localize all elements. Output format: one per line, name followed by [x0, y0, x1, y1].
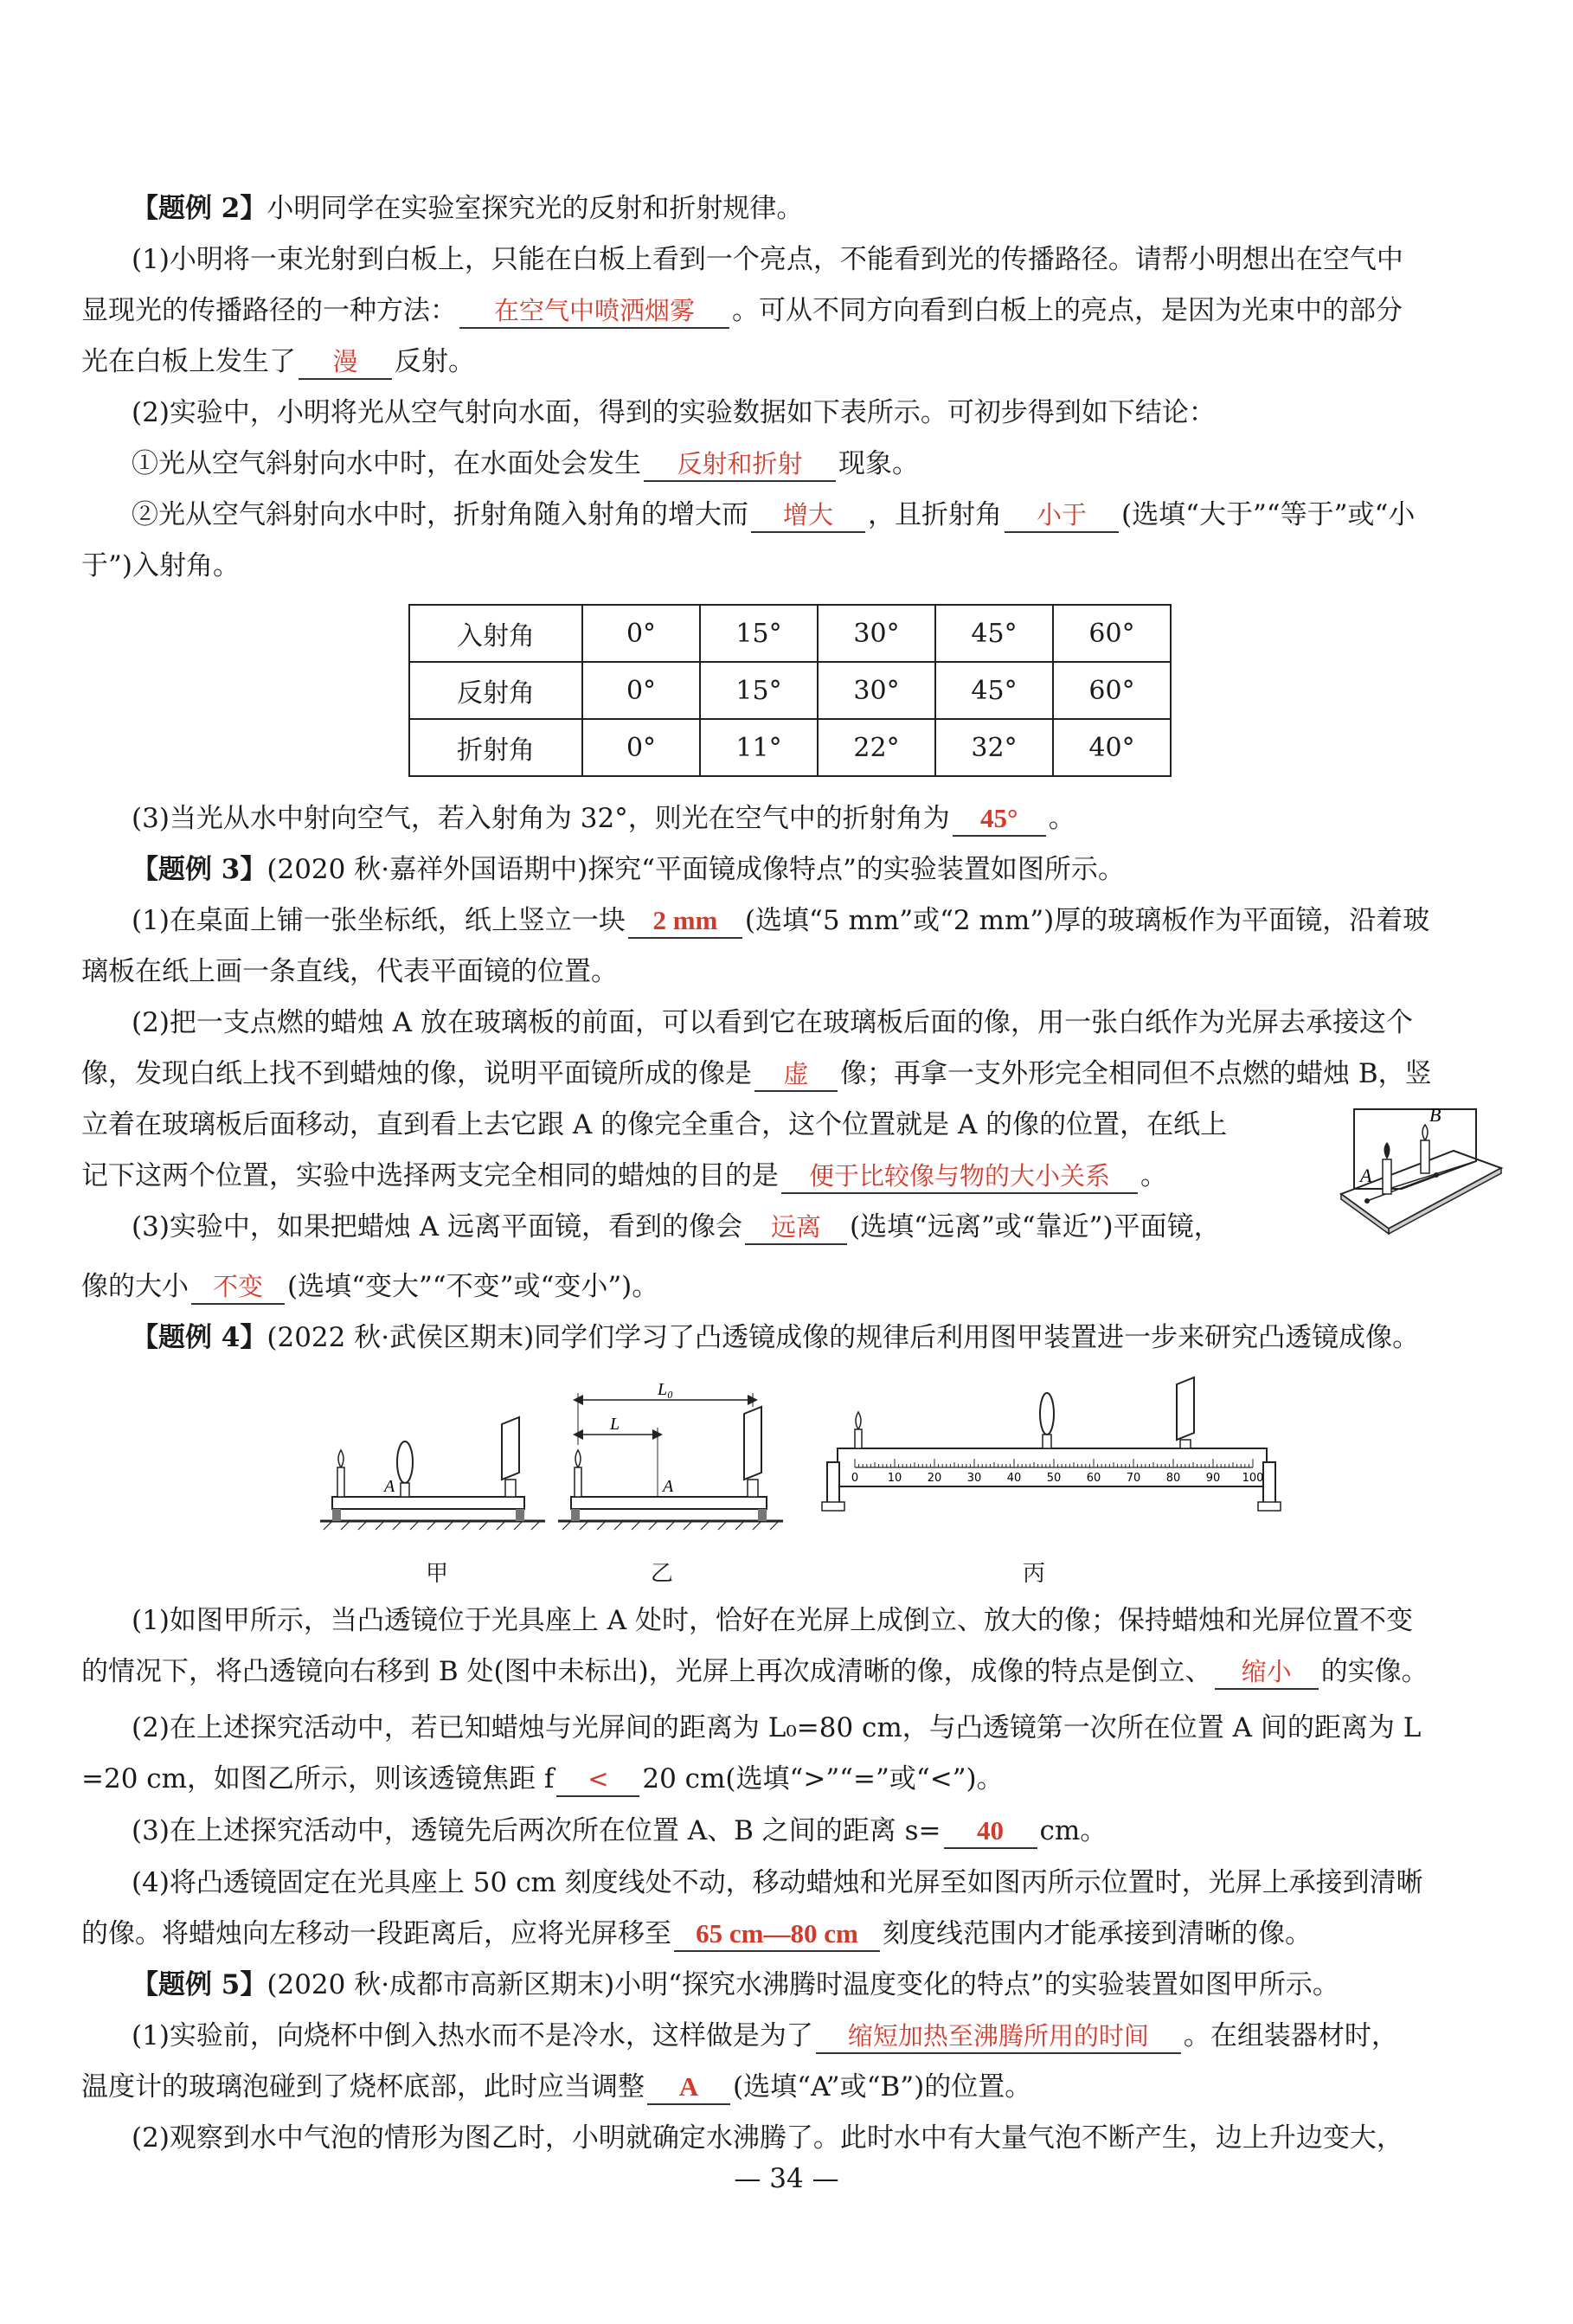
candle	[337, 1467, 344, 1497]
svg-text:A: A	[1360, 1165, 1372, 1186]
ex2-q1-line3: 光在白板上发生了 漫 反射。	[81, 343, 475, 380]
ex5-q1-line1: (1)实验前，向烧杯中倒入热水而不是冷水，这样做是为了 缩短加热至沸腾所用的时间 。在组装器材时，	[132, 2018, 1398, 2054]
light-screen	[502, 1417, 519, 1480]
ruler-label: 30	[966, 1472, 982, 1485]
answer-blank: 缩小	[1215, 1655, 1319, 1690]
svg-text:A: A	[384, 1477, 395, 1496]
ex4-q1-line2: 的情况下，将凸透镜向右移到 B 处(图中未标出)，光屏上再次成清晰的像，成像的特点是倒立、 缩小 的实像。	[81, 1653, 1429, 1690]
ex4-q4-line1: (4)将凸透镜固定在光具座上 50 cm 刻度线处不动，移动蜡烛和光屏至如图丙所示位置时，光屏上承接到清晰	[132, 1867, 1423, 1898]
answer-blank: 缩短加热至沸腾所用的时间	[816, 2019, 1181, 2054]
svg-text:L₀: L₀	[658, 1380, 674, 1399]
answer-blank: A	[647, 2070, 730, 2105]
answer-blank: 不变	[191, 1270, 285, 1305]
answer-blank: 小于	[1005, 498, 1119, 533]
candle-a	[1383, 1159, 1391, 1194]
ex4-q4-line2: 的像。将蜡烛向左移动一段距离后，应将光屏移至 65 cm—80 cm 刻度线范围内才能承接到清晰的像。	[81, 1916, 1312, 1952]
ruler-label: 90	[1205, 1472, 1221, 1485]
ex2-conclusion2-tail: 于”)入射角。	[81, 550, 240, 581]
answer-blank: 虚	[754, 1057, 838, 1092]
answer-blank: 在空气中喷洒烟雾	[459, 294, 729, 329]
ex2-q1-line1: (1)小明将一束光射到白板上，只能在白板上看到一个亮点，不能看到光的传播路径。请帮小明想出在空气中	[132, 244, 1403, 275]
ruler-label: 20	[927, 1472, 942, 1485]
ex4-q1-line1: (1)如图甲所示，当凸透镜位于光具座上 A 处时，恰好在光屏上成倒立、放大的像；保持蜡烛和光屏位置不变	[132, 1605, 1414, 1636]
ex2-heading: 【题例 2】小明同学在实验室探究光的反射和折射规律。	[132, 193, 804, 224]
caption-bing: 丙	[1023, 1561, 1046, 1587]
answer-blank: 65 cm—80 cm	[674, 1917, 880, 1952]
figure-jia	[320, 1417, 545, 1530]
ex4-heading: 【题例 4】(2022 秋·武侯区期末)同学们学习了凸透镜成像的规律后利用图甲装置进一步来研究凸透镜成像。	[132, 1322, 1420, 1353]
ex5-heading: 【题例 5】(2020 秋·成都市高新区期末)小明“探究水沸腾时温度变化的特点”的实验装置如图甲所示。	[132, 1969, 1339, 2000]
ex3-q1-line2: 璃板在纸上画一条直线，代表平面镜的位置。	[81, 956, 618, 987]
ruler-label: 40	[1006, 1472, 1022, 1485]
ex5-q2: (2)观察到水中气泡的情形为图乙时，小明就确定水沸腾了。此时水中有大量气泡不断产生，边上升边变大，	[132, 2122, 1403, 2154]
answer-blank: <	[556, 1762, 639, 1797]
ex3-q2-line1: (2)把一支点燃的蜡烛 A 放在玻璃板的前面，可以看到它在玻璃板后面的像，用一张白纸作为光屏去承接这个	[132, 1007, 1414, 1038]
table-row: 入射角 0° 15° 30° 45° 60°	[409, 605, 1171, 662]
ex4-q3: (3)在上述探究活动中，透镜先后两次所在位置 A、B 之间的距离 s= 40 cm。	[132, 1813, 1107, 1849]
figure-bing	[822, 1377, 1281, 1511]
ex2-q2: (2)实验中，小明将光从空气射向水面，得到的实验数据如下表所示。可初步得到如下结论：	[132, 397, 1216, 428]
ruler-label: 50	[1046, 1472, 1062, 1485]
answer-blank: 45°	[953, 802, 1046, 837]
optical-bench	[332, 1497, 524, 1509]
answer-blank: 便于比较像与物的大小关系	[781, 1159, 1138, 1194]
candle-b	[1421, 1140, 1429, 1173]
angle-data-table	[408, 604, 1172, 777]
ruler-label: 70	[1126, 1472, 1141, 1485]
ex3-heading: 【题例 3】(2020 秋·嘉祥外国语期中)探究“平面镜成像特点”的实验装置如图所示。	[132, 854, 1125, 885]
svg-text:A: A	[663, 1477, 674, 1496]
flame	[1384, 1142, 1390, 1159]
convex-lens	[397, 1441, 413, 1483]
answer-blank: 远离	[745, 1210, 847, 1245]
ruler-label: 60	[1086, 1472, 1101, 1485]
ex2-q3: (3)当光从水中射向空气，若入射角为 32°，则光在空气中的折射角为 45° 。	[132, 800, 1075, 837]
ex3-q1: (1)在桌面上铺一张坐标纸，纸上竖立一块 2 mm (选填“5 mm”或“2 mm”)厚的玻璃板作为平面镜，沿着玻	[132, 902, 1429, 939]
table-row: 折射角 0° 11° 22° 32° 40°	[409, 719, 1171, 776]
ex4-q2-line2: =20 cm，如图乙所示，则该透镜焦距 f < 20 cm(选填“>”“=”或“<”)。	[81, 1761, 1004, 1797]
answer-blank: 反射和折射	[644, 447, 836, 482]
ex4-q2-line1: (2)在上述探究活动中，若已知蜡烛与光屏间的距离为 L₀=80 cm，与凸透镜第一次所在位置 A 间的距离为 L	[132, 1712, 1422, 1743]
lens-figures	[311, 1376, 1298, 1549]
caption-yi: 乙	[651, 1561, 674, 1587]
ex2-q1-line2: 显现光的传播路径的一种方法： 在空气中喷洒烟雾 。可从不同方向看到白板上的亮点，是因为光束中的部分	[81, 292, 1403, 329]
ex2-conclusion1: ①光从空气斜射向水中时，在水面处会发生 反射和折射 现象。	[132, 446, 919, 482]
answer-blank: 40	[944, 1814, 1037, 1849]
ruler-label: 100	[1242, 1472, 1264, 1485]
ruler-label: 80	[1165, 1472, 1181, 1485]
ex3-q2-line2: 像，发现白纸上找不到蜡烛的像，说明平面镜所成的像是 虚 像；再拿一支外形完全相同但不点燃的蜡烛 B，竖	[81, 1056, 1432, 1092]
svg-text:L: L	[610, 1415, 620, 1434]
plane-mirror-figure	[1307, 1099, 1506, 1246]
ex3-q3-line2: 像的大小 不变 (选填“变大”“不变”或“变小”)。	[81, 1268, 658, 1305]
ruler-label: 10	[887, 1472, 902, 1485]
answer-blank: 增大	[751, 498, 865, 533]
ex3-q3-line1: (3)实验中，如果把蜡烛 A 远离平面镜，看到的像会 远离 (选填“远离”或“靠近”)平面镜，	[132, 1209, 1221, 1245]
caption-jia: 甲	[426, 1561, 449, 1587]
answer-blank: 漫	[299, 345, 392, 380]
answer-blank: 2 mm	[628, 904, 742, 939]
ex3-q2-line4: 记下这两个位置，实验中选择两支完全相同的蜡烛的目的是 便于比较像与物的大小关系 。	[81, 1158, 1167, 1194]
ex2-conclusion2: ②光从空气斜射向水中时，折射角随入射角的增大而 增大 ，且折射角 小于 (选填“大于”“等于”或“小	[132, 497, 1415, 533]
ex3-q2-line3: 立着在玻璃板后面移动，直到看上去它跟 A 的像完全重合，这个位置就是 A 的像的位置，在纸上	[81, 1109, 1228, 1140]
ruler-label: 0	[851, 1472, 859, 1485]
ex5-q1-line2: 温度计的玻璃泡碰到了烧杯底部，此时应当调整 A (选填“A”或“B”)的位置。	[81, 2069, 1031, 2105]
svg-text:B: B	[1429, 1104, 1441, 1126]
table-row: 反射角 0° 15° 30° 45° 60°	[409, 662, 1171, 719]
figure-yi	[558, 1380, 783, 1530]
page-number: — 34 —	[734, 2163, 839, 2194]
